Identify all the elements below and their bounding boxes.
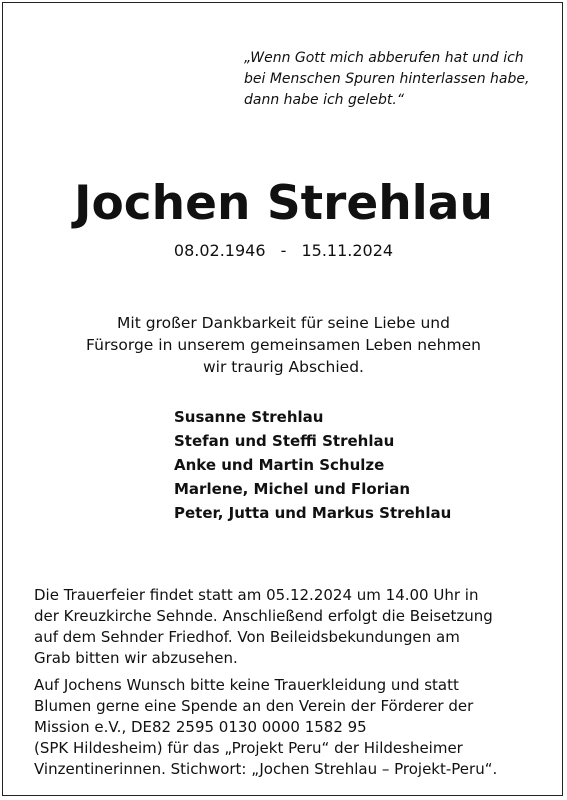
quote-line: „Wenn Gott mich abberufen hat und ich (244, 50, 524, 66)
funeral-line: auf dem Sehnder Friedhof. Von Beileidsbekundungen am (34, 628, 460, 646)
quote-line: dann habe ich gelebt.“ (244, 92, 405, 108)
funeral-line: Die Trauerfeier findet statt am 05.12.2024 um 14.00 Uhr in (34, 586, 479, 604)
farewell-line: Fürsorge in unserem gemeinsamen Leben nehmen (86, 336, 481, 354)
farewell-line: wir traurig Abschied. (203, 358, 364, 376)
mourners-list (174, 405, 451, 525)
mourner-name: Peter, Jutta und Markus Strehlau (174, 504, 452, 522)
deceased-name: Jochen Strehlau (74, 176, 493, 231)
quote-line: bei Menschen Spuren hinterlassen habe, (244, 71, 530, 87)
funeral-information (34, 585, 544, 780)
mourner-name: Marlene, Michel und Florian (174, 480, 411, 498)
funeral-line: der Kreuzkirche Sehnde. Anschließend erfolgt die Beisetzung (34, 607, 493, 625)
funeral-line: Grab bitten wir abzusehen. (34, 649, 238, 667)
donation-line: (SPK Hildesheim) für das „Projekt Peru“ der Hildesheimer (34, 739, 463, 757)
death-date: 15.11.2024 (301, 241, 394, 260)
life-dates (0, 240, 567, 262)
mourner-name: Stefan und Steffi Strehlau (174, 432, 395, 450)
donation-line: Vinzentinerinnen. Stichwort: „Jochen Strehlau – Projekt-Peru“. (34, 760, 498, 778)
epitaph-quote (244, 48, 544, 111)
mourner-name: Anke und Martin Schulze (174, 456, 385, 474)
donation-line: Blumen gerne eine Spende an den Verein der Förderer der (34, 697, 474, 715)
donation-line: Mission e.V., DE82 2595 0130 0000 1582 95 (34, 718, 367, 736)
donation-line: Auf Jochens Wunsch bitte keine Trauerkleidung und statt (34, 676, 459, 694)
farewell-text (0, 312, 567, 378)
farewell-line: Mit großer Dankbarkeit für seine Liebe und (117, 314, 450, 332)
mourner-name: Susanne Strehlau (174, 408, 324, 426)
date-separator: - (280, 241, 287, 260)
birth-date: 08.02.1946 (173, 241, 266, 260)
